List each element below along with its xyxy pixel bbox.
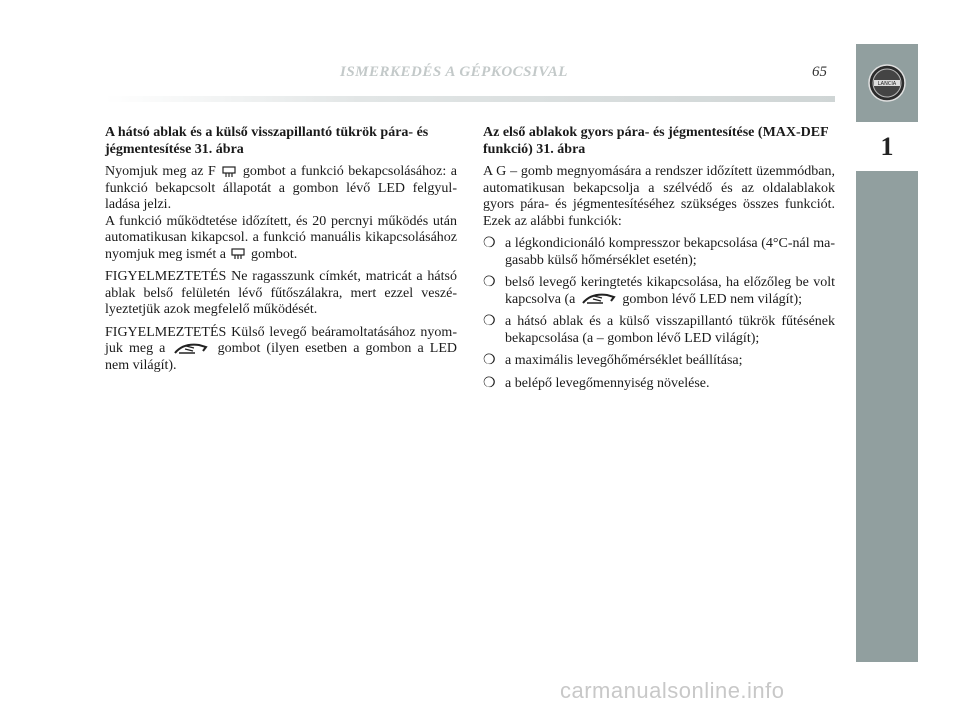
list-item-text-b: gombon lévő LED nem világít); [622, 291, 802, 307]
list-item-text: a hátsó ablak és a külső visszapillantó tükrök fűtésének bekapcsolása (a – gombon lévő LED világít); [505, 314, 835, 346]
right-heading: Az első ablakok gyors pára- és jégmentesítése (MAX-DEF funkció) 31. ábra [483, 125, 829, 157]
list-item [483, 314, 835, 347]
brand-logo-box [856, 44, 918, 122]
warning-2-text-b: gombot (ilyen esetben a gombon a LED nem világít). [105, 341, 458, 373]
watermark: carmanualsonline.info [560, 678, 785, 703]
list-item [483, 376, 835, 393]
page-number: 65 [812, 64, 827, 80]
warning-2-text-a: FIGYELMEZTETÉS Külső levegő beáramoltatásához nyomjuk meg a [105, 324, 457, 356]
left-column [105, 125, 457, 380]
bullet-icon: ❍ [483, 314, 496, 329]
air-recirculation-icon [581, 292, 617, 306]
running-title: ISMERKEDÉS A GÉPKOCSIVAL [340, 64, 568, 80]
left-paragraph-2 [105, 214, 457, 264]
side-divider-lower [856, 167, 918, 171]
p2-text-a: A funkció működtetése időzített, és 20 percnyi működés után automatikusan kikapcsol. a funkció manuális kikapcsolásához nyomjuk meg ismét a [105, 213, 457, 262]
function-list [483, 236, 835, 392]
bullet-icon: ❍ [483, 236, 496, 251]
lancia-logo-icon [867, 63, 907, 103]
warning-2 [105, 325, 457, 375]
header-rule [105, 96, 835, 102]
bullet-icon: ❍ [483, 275, 496, 290]
list-item [483, 275, 835, 308]
list-item-text: a belépő levegőmennyiség növelése. [505, 375, 710, 391]
bullet-icon: ❍ [483, 353, 496, 368]
left-paragraph-1 [105, 164, 457, 214]
list-item-text: a légkondicionáló kompresszor bekapcsolása (4°C-nál magasabb külső hőmérséklet esetén); [505, 236, 835, 268]
left-heading: A hátsó ablak és a külső visszapillantó tükrök pára- és jégmentesítése 31. ábra [105, 125, 429, 157]
right-column [483, 125, 835, 398]
list-item-text-a: belső levegő keringtetés kikapcsolása, ha előzőleg be volt kapcsolva (a [505, 275, 835, 307]
right-intro: A G – gomb megnyomására a rendszer időzített üzemmódban, automatikusan bekapcsolja a szélvédő és az oldalablakok gyors pára- és jégmentesítéséhez szükséges összes funkciót. Ezek az alábbi funkciók: [483, 164, 835, 229]
warning-1: FIGYELMEZTETÉS Ne ragasszunk címkét, matricát a hátsó ablak belső felületén lévő fűtőszálakra, mert ezzel veszélyeztetjük azok megfelelő működését. [105, 269, 457, 317]
chapter-number: 1 [880, 132, 894, 161]
bullet-icon: ❍ [483, 375, 496, 391]
list-item [483, 236, 835, 269]
p1-text-b: gombot a funkció bekapcsolásához: a funkció bekapcsolt állapotát a gombon lévő LED felgyulladása jelzi. [105, 164, 458, 212]
chapter-tab [856, 127, 918, 167]
rear-defrost-icon [222, 166, 236, 178]
list-item [483, 353, 835, 370]
p2-text-b: gombot. [250, 246, 298, 262]
rear-defrost-icon [231, 248, 245, 260]
list-item-text: a maximális levegőhőmérséklet beállítása; [505, 353, 743, 368]
p1-text-a: Nyomjuk meg az F [105, 164, 216, 179]
air-recirculation-icon [173, 342, 209, 356]
logo-text: LANCIA [877, 81, 897, 87]
